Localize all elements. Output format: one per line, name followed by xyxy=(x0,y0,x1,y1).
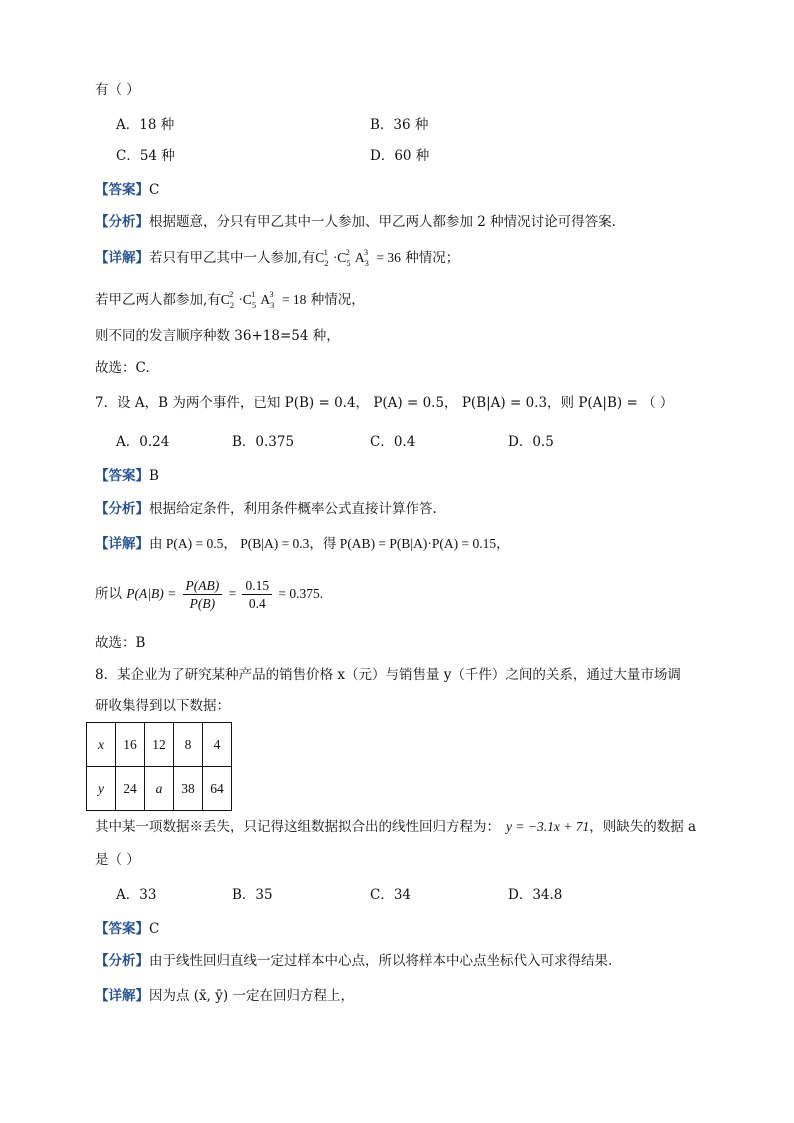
q8-regression-equation: y = −3.1x + 71 xyxy=(506,819,590,834)
detail-tag: 【详解】 xyxy=(95,988,149,1004)
q7-frac2-num: 0.15 xyxy=(242,577,272,595)
q8-stem-line1: 8．某企业为了研究某种产品的销售价格 x（元）与销售量 y（千件）之间的关系，通过大量市场调 xyxy=(95,667,681,683)
q7-detail-line xyxy=(95,534,510,554)
q6-analysis-line xyxy=(95,212,616,232)
q8-analysis: 由于线性回归直线一定过样本中心点，所以将样本中心点坐标代入可求得结果. xyxy=(149,953,613,969)
analysis-tag: 【分析】 xyxy=(95,214,149,230)
analysis-tag: 【分析】 xyxy=(95,501,149,517)
q8-option-a: A．33 xyxy=(116,887,157,903)
detail-tag: 【详解】 xyxy=(95,250,149,266)
q7-select: 故选：B xyxy=(95,635,146,651)
q8-option-d: D．34.8 xyxy=(508,887,563,903)
q8-stem-line2: 研收集得到以下数据： xyxy=(95,698,230,714)
question-6-continuation: 有（ ） xyxy=(95,82,140,98)
q6-answer: C xyxy=(149,182,160,198)
q7-fraction-2 xyxy=(242,577,272,612)
q6-option-c: C．54 种 xyxy=(116,148,175,164)
table-row xyxy=(87,767,232,811)
q7-stem: 7．设 A，B 为两个事件，已知 P(B) = 0.4， P(A) = 0.5， P(B|A) = 0.3，则 P(A|B) = （ ） xyxy=(95,395,674,411)
q7-frac1-num: P(AB) xyxy=(183,577,223,595)
q6-line2-prefix: 若甲乙两人都参加,有 xyxy=(95,292,221,308)
q6-detail-expr: = 36 xyxy=(376,250,401,265)
q7-frac2-den: 0.4 xyxy=(248,596,266,611)
table-row xyxy=(87,723,232,767)
q8-analysis-line xyxy=(95,951,612,971)
q6-line2 xyxy=(95,290,365,311)
q7-analysis-line xyxy=(95,499,437,519)
q7-option-b: B．0.375 xyxy=(232,434,295,450)
q8-option-c: C．34 xyxy=(370,887,412,903)
table-cell: 38 xyxy=(174,767,203,811)
table-cell: 24 xyxy=(116,767,145,811)
q8-detail: 因为点 (x̄, ȳ) 一定在回归方程上， xyxy=(149,988,354,1004)
q6-option-d: D．60 种 xyxy=(370,148,430,164)
q7-answer: B xyxy=(149,468,159,484)
table-cell: 16 xyxy=(116,723,145,767)
q8-answer-line xyxy=(95,919,159,939)
q7-option-a: A．0.24 xyxy=(116,434,170,450)
q7-option-c: C．0.4 xyxy=(370,434,416,450)
q6-analysis: 根据题意，分只有甲乙其中一人参加、甲乙两人都参加 2 种情况讨论可得答案. xyxy=(149,214,616,230)
q8-data-table xyxy=(86,722,232,811)
q8-after-table-line2: 是（ ） xyxy=(95,852,140,868)
q6-line2-combinatorics: $C_2^2 \cdot C_5^1$ $A_3^3$ xyxy=(220,289,275,310)
q6-detail-prefix: 若只有甲乙其中一人参加,有 xyxy=(149,250,316,266)
q7-conclusion-lhs: P(A|B) = xyxy=(126,586,177,601)
table-cell: a xyxy=(145,767,174,811)
q6-line2-suffix: 种情况， xyxy=(306,292,365,308)
table-cell: 8 xyxy=(174,723,203,767)
q6-option-b: B．36 种 xyxy=(370,117,429,133)
q6-option-a: A．18 种 xyxy=(116,117,175,133)
q7-option-d: D．0.5 xyxy=(508,434,554,450)
q6-select: 故选：C. xyxy=(95,360,150,376)
q7-conclusion-result: = 0.375. xyxy=(278,586,324,601)
table-cell: 4 xyxy=(203,723,232,767)
q8-after-regression: ，则缺失的数据 a xyxy=(589,819,697,835)
q6-combinatorics-expr: $C_2^1 \cdot C_5^2$ $A_3^3$ xyxy=(315,247,369,268)
q7-fraction-1 xyxy=(183,577,223,612)
q7-detail: 由 P(A) = 0.5， P(B|A) = 0.3，得 P(AB) = P(B|A)·P(A) = 0.15， xyxy=(149,536,510,551)
q6-answer-line xyxy=(95,180,159,200)
answer-tag: 【答案】 xyxy=(95,182,149,198)
q7-answer-line xyxy=(95,466,159,486)
q6-detail-suffix: 种情况； xyxy=(400,250,460,266)
answer-tag: 【答案】 xyxy=(95,921,149,937)
q6-line2-expr: = 18 xyxy=(281,292,307,307)
q7-analysis: 根据给定条件，利用条件概率公式直接计算作答. xyxy=(149,501,437,517)
answer-tag: 【答案】 xyxy=(95,468,149,484)
q6-detail-line xyxy=(95,248,459,269)
table-cell: y xyxy=(87,767,116,811)
table-cell: x xyxy=(87,723,116,767)
analysis-tag: 【分析】 xyxy=(95,953,149,969)
q8-option-b: B．35 xyxy=(232,887,273,903)
q8-after-table-text: 其中某一项数据※丢失，只记得这组数据拟合出的线性回归方程为： xyxy=(95,819,500,835)
q7-conclusion-line: 所以 P(A|B) = $\frac{P(AB)}{P(B)}$ = $\frac{0.15}{0.4}$ = 0.375. xyxy=(95,578,324,611)
q7-frac1-den: P(B) xyxy=(189,596,216,611)
q6-line3: 则不同的发言顺序种数 36+18=54 种， xyxy=(95,328,340,344)
q8-detail-line xyxy=(95,986,354,1006)
table-cell: 12 xyxy=(145,723,174,767)
table-cell: 64 xyxy=(203,767,232,811)
q8-answer: C xyxy=(149,921,160,937)
q8-after-table-line1 xyxy=(95,817,696,837)
detail-tag: 【详解】 xyxy=(95,536,149,552)
q7-conclusion-prefix: 所以 xyxy=(95,586,122,602)
